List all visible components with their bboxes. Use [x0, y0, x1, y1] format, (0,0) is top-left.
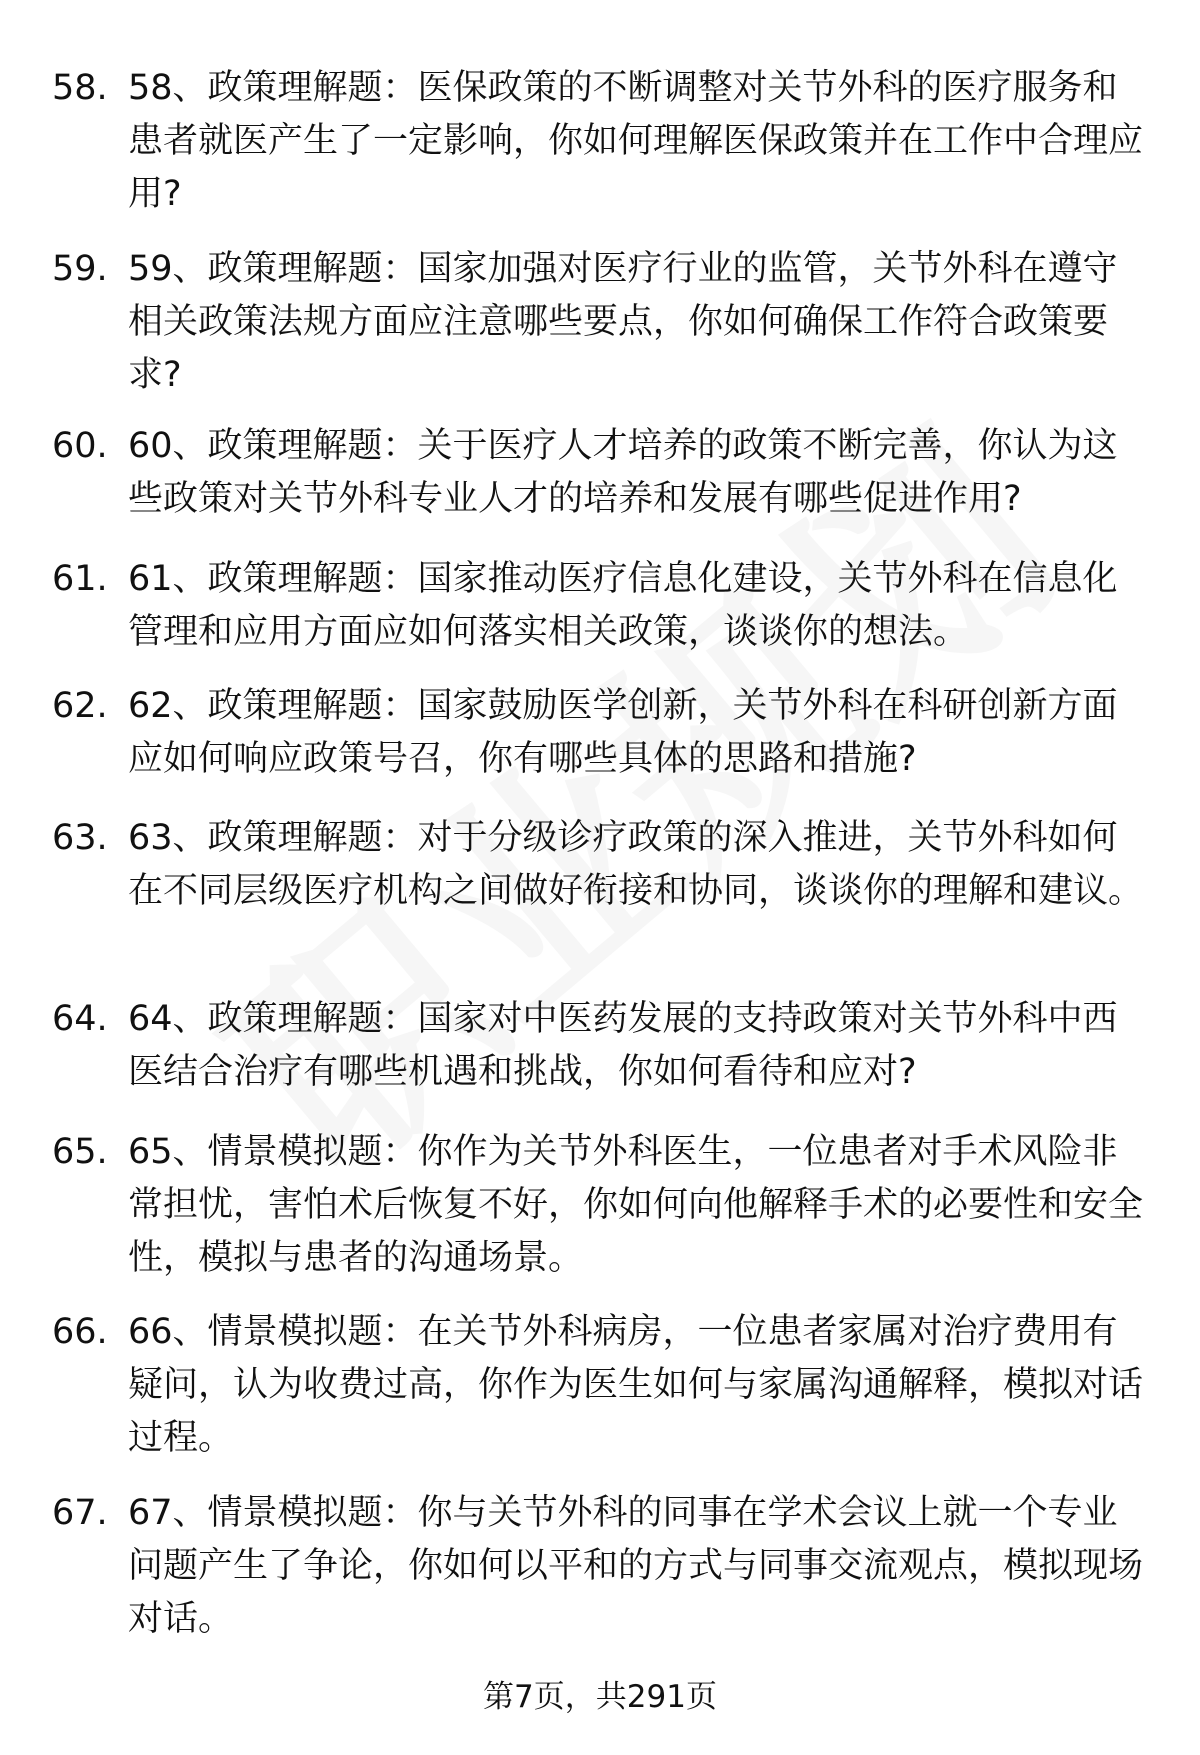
question-text: 58、政策理解题：医保政策的不断调整对关节外科的医疗服务和患者就医产生了一定影响，你如何理解医保政策并在工作中合理应用? [128, 68, 1144, 214]
question-number: 62. [52, 686, 108, 726]
page-indicator: 第7页，共291页 [483, 1679, 717, 1715]
question-text: 66、情景模拟题：在关节外科病房，一位患者家属对治疗费用有疑问，认为收费过高，你作为医生如何与家属沟通解释，模拟对话过程。 [128, 1312, 1144, 1458]
question-number: 67. [52, 1493, 108, 1533]
question-text: 59、政策理解题：国家加强对医疗行业的监管，关节外科在遵守相关政策法规方面应注意哪些要点，你如何确保工作符合政策要求? [128, 249, 1118, 395]
question-text: 61、政策理解题：国家推动医疗信息化建设，关节外科在信息化管理和应用方面应如何落实相关政策，谈谈你的想法。 [128, 559, 1118, 652]
question-number: 60. [52, 426, 108, 466]
question-text: 60、政策理解题：关于医疗人才培养的政策不断完善，你认为这些政策对关节外科专业人才的培养和发展有哪些促进作用? [128, 426, 1118, 519]
question-number: 66. [52, 1312, 108, 1352]
question-number: 63. [52, 818, 108, 858]
question-text: 62、政策理解题：国家鼓励医学创新，关节外科在科研创新方面应如何响应政策号召，你有哪些具体的思路和措施? [128, 686, 1118, 779]
question-text: 63、政策理解题：对于分级诊疗政策的深入推进，关节外科如何在不同层级医疗机构之间做好衔接和协同，谈谈你的理解和建议。 [128, 818, 1144, 911]
question-number: 58. [52, 68, 108, 108]
question-number: 59. [52, 249, 108, 289]
question-number: 65. [52, 1132, 108, 1172]
question-number: 61. [52, 559, 108, 599]
question-text: 65、情景模拟题：你作为关节外科医生，一位患者对手术风险非常担忧，害怕术后恢复不好，你如何向他解释手术的必要性和安全性，模拟与患者的沟通场景。 [128, 1132, 1144, 1278]
question-text: 64、政策理解题：国家对中医药发展的支持政策对关节外科中西医结合治疗有哪些机遇和挑战，你如何看待和应对? [128, 999, 1118, 1092]
question-number: 64. [52, 999, 108, 1039]
question-text: 67、情景模拟题：你与关节外科的同事在学术会议上就一个专业问题产生了争论，你如何以平和的方式与同事交流观点，模拟现场对话。 [128, 1493, 1144, 1639]
